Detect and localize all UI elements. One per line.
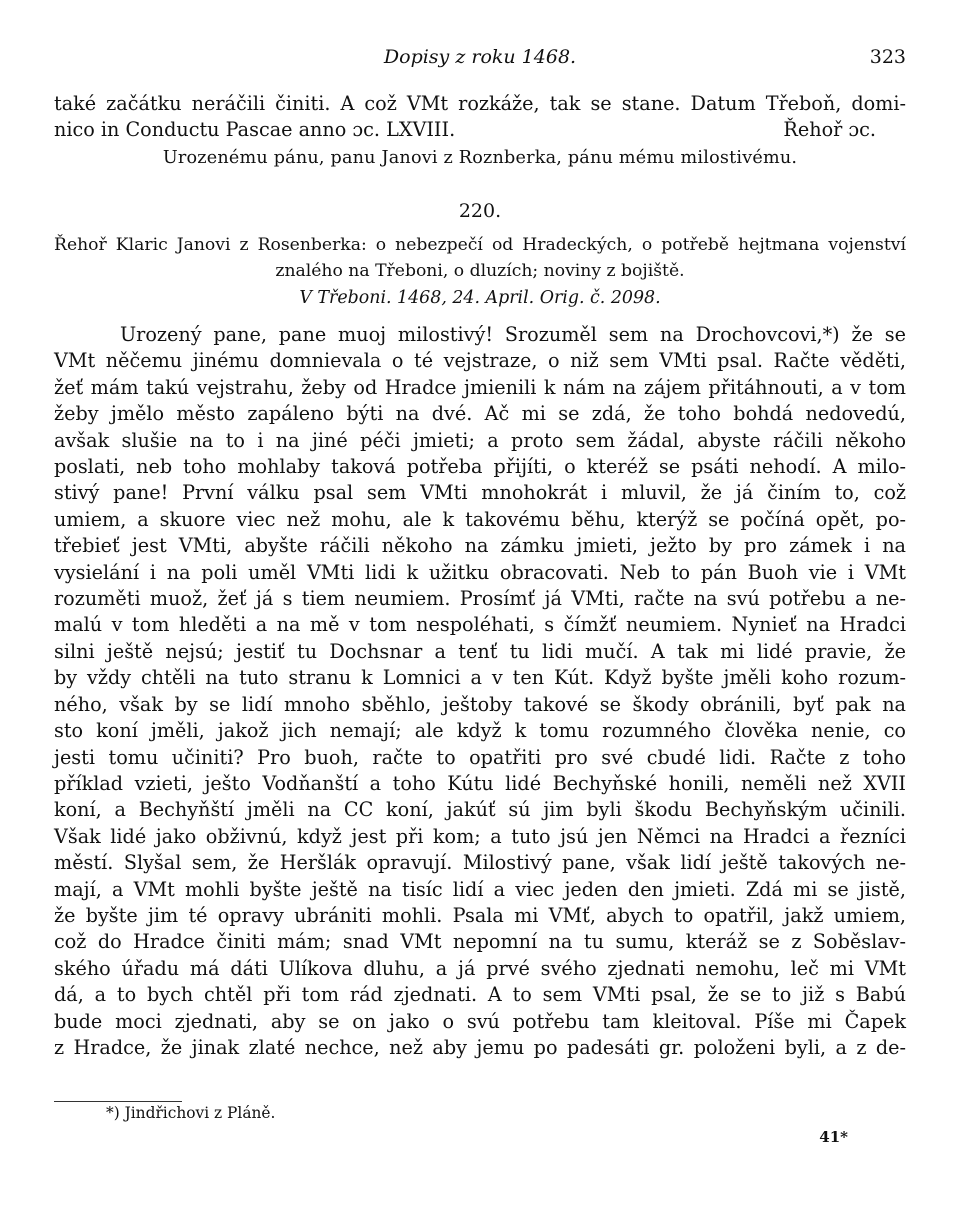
sheet-signature-mark: 41* (819, 1128, 848, 1146)
summary-line: Řehoř Klaric Janovi z Rosenberka: o nebezpečí od Hradeckých, o potřebě hejtmana vojenství (54, 235, 906, 255)
body-line: městí. Slyšal sem, že Heršlák opravují. Milostivý pane, však lidí ještě takových ne- (54, 851, 906, 875)
body-line: umiem, a skuore viec než mohu, ale k takovému běhu, kterýž se počíná opět, po- (54, 507, 906, 531)
previous-letter-line: také začátku neráčili činiti. A což VMt rozkáže, tak se stane. Datum Třeboň, domi- (54, 92, 906, 115)
body-line: žeby jmělo město zapáleno býti na dvé. Ač mi se zdá, že toho bohdá nedovedú, (54, 402, 906, 426)
letter-summary (54, 232, 906, 284)
body-line: že byšte jim té opravy ubrániti mohli. Psala mi VMť, abych to opatřil, jakž umiem, (54, 903, 906, 927)
body-line: mají, a VMt mohli byšte ještě na tisíc lidí a viec jeden den jmieti. Zdá mi se jistě, (54, 877, 906, 901)
body-line: příklad vzieti, ješto Vodňanští a toho Kútu lidé Bechyňské honili, neměli než XVII (54, 771, 906, 795)
previous-letter-line: nico in Conductu Pascae anno ɔc. LXVIII. (54, 118, 456, 142)
body-line: ského úřadu má dáti Ulíkova dluhu, a já prvé svého zjednati nemohu, leč mi VMt (54, 956, 906, 980)
previous-letter-ending (54, 91, 906, 144)
body-line: bude moci zjednati, aby se on jako o svú potřebu tam kleitoval. Píše mi Čapek (54, 1009, 906, 1033)
letter-dateline: V Třeboni. 1468, 24. April. Orig. č. 2098. (299, 288, 661, 308)
body-line: třebieť jest VMti, abyšte ráčili někoho na zámku jmieti, ježto by pro zámek i na (54, 534, 906, 558)
body-line: malú v tom hleděti a na mě v tom nespoléhati, s čímžť neumiem. Nynieť na Hradci (54, 613, 906, 637)
body-line: jesti tomu učiniti? Pro buoh, račte to opatřiti pro své cbudé lidi. Račte z toho (54, 745, 906, 769)
letter-body (54, 322, 906, 1061)
letter-number: 220. (458, 200, 502, 222)
body-line: Však lidé jako obživnú, když jest při kom; a tuto jsú jen Němci na Hradci a řezníci (54, 824, 906, 848)
page-number: 323 (869, 46, 906, 68)
body-line: poslati, neb toho mohlaby taková potřeba přijíti, o kteréž se psáti nehodí. A milo- (54, 455, 906, 479)
body-line: ného, však by se lidí mnoho sběhlo, ještoby takové se škody obránili, byť pak na (54, 692, 906, 716)
footnote: *) Jindřichovi z Pláně. (106, 1104, 276, 1122)
body-line: dá, a to bych chtěl při tom rád zjednati. A to sem VMti psal, že se to již s Babú (54, 983, 906, 1007)
summary-line: znalého na Třeboni, o dluzích; noviny z bojiště. (275, 261, 685, 281)
previous-letter-address: Urozenému pánu, panu Janovi z Roznberka, pánu mému milostivému. (162, 148, 798, 168)
body-line: koní, a Bechyňští jměli na CC koní, jakúť sú jim byli škodu Bechyňským učinili. (54, 798, 906, 822)
body-line: VMt něčemu jinému domnievala o té vejstraze, o niž sem VMti psal. Račte věděti, (54, 349, 906, 373)
running-title: Dopisy z roku 1468. (383, 46, 577, 68)
body-line: žeť mám takú vejstrahu, žeby od Hradce jmienili k nám na zájem přitáhnouti, a v tom (54, 375, 906, 399)
body-line: rozuměti muož, žeť já s tiem neumiem. Prosímť já VMti, račte na svú potřebu a ne- (54, 587, 906, 611)
body-line: avšak slušie na to i na jiné péči jmieti; a proto sem žádal, abyste ráčili někoho (54, 428, 906, 452)
body-line: stivý pane! První válku psal sem VMti mnohokrát i mluvil, že já činím to, což (54, 481, 906, 505)
body-line: vysielání i na poli uměl VMti lidi k užitku obracovati. Neb to pán Buoh vie i VMt (54, 560, 906, 584)
body-line: Urozený pane, pane muoj milostivý! Srozuměl sem na Drochovcovi,*) že se (120, 323, 906, 346)
previous-letter-signature: Řehoř ɔc. (783, 118, 876, 142)
body-line: silni ještě nejsú; jestiť tu Dochsnar a tenť tu lidi mučí. A tak mi lidé pravie, že (54, 639, 906, 663)
running-head (0, 46, 960, 72)
body-line: by vždy chtěli na tuto stranu k Lomnici a v ten Kút. Když byšte jměli koho rozum- (54, 666, 906, 690)
body-line: sto koní jměli, jakož jich nemají; ale když k tomu rozumného člověka nenie, co (54, 719, 906, 743)
body-line: z Hradce, že jinak zlaté nechce, než aby jemu po padesáti gr. položeni byli, a z de- (54, 1035, 906, 1059)
footnote-rule (54, 1101, 182, 1102)
body-line: což do Hradce činiti mám; snad VMt nepomní na tu sumu, kteráž se z Soběslav- (54, 930, 906, 954)
